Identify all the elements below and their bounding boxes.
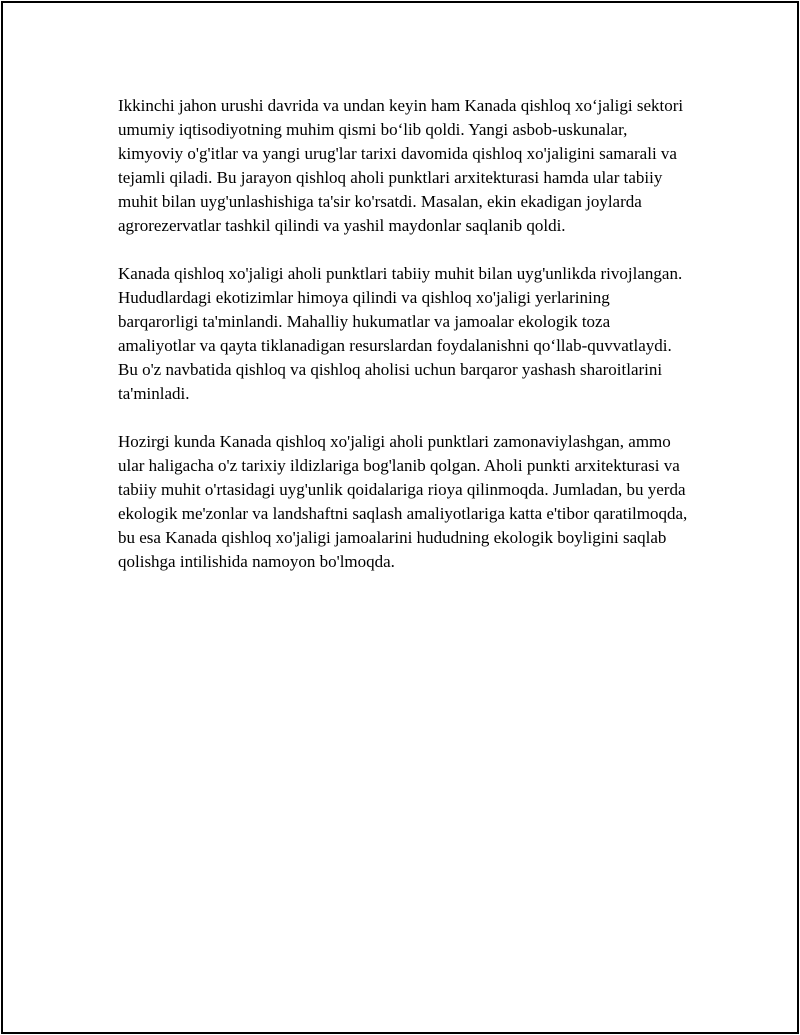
paragraph-3: Hozirgi kunda Kanada qishloq xo'jaligi aholi punktlari zamonaviylashgan, ammo ular haligacha o'z tarixiy ildizlariga bog'lanib qolgan. Aholi punkti arxitekturasi va tabiiy muhit o'rtasidagi uyg'unlik qoidalariga rioya qilinmoqda. Jumladan, bu yerda ekologik me'zonlar va landshaftni saqlash amaliyotlariga katta e'tibor qaratilmoqda, bu esa Kanada qishloq xo'jaligi jamoalarini hududning ekologik boyligini saqlab qolishga intilishida namoyon bo'lmoqda. (118, 432, 688, 571)
document-body (118, 94, 688, 598)
paragraph-2: Kanada qishloq xo'jaligi aholi punktlari tabiiy muhit bilan uyg'unlikda rivojlangan. Hududlardagi ekotizimlar himoya qilindi va qishloq xo'jaligi yerlarining barqarorligi ta'minlandi. Mahalliy hukumatlar va jamoalar ekologik toza amaliyotlar va qayta tiklanadigan resurslardan foydalanishni qo‘llab-quvvatlaydi. Bu o'z navbatida qishloq va qishloq aholisi uchun barqaror yashash sharoitlarini ta'minladi. (118, 264, 683, 403)
paragraph-1: Ikkinchi jahon urushi davrida va undan keyin ham Kanada qishloq xo‘jaligi sektori umumiy iqtisodiyotning muhim qismi bo‘lib qoldi. Yangi asbob-uskunalar, kimyoviy o'g'itlar va yangi urug'lar tarixi davomida qishloq xo'jaligini samarali va tejamli qiladi. Bu jarayon qishloq aholi punktlari arxitekturasi hamda ular tabiiy muhit bilan uyg'unlashishiga ta'sir ko'rsatdi. Masalan, ekin ekadigan joylarda agrorezervatlar tashkil qilindi va yashil maydonlar saqlanib qoldi. (118, 96, 684, 235)
